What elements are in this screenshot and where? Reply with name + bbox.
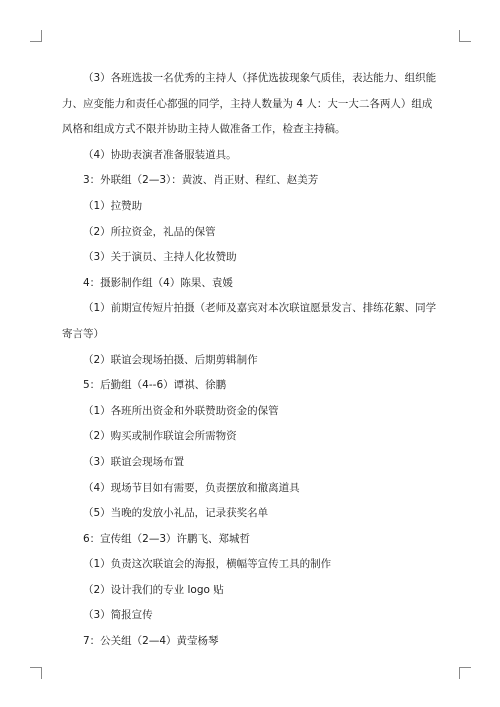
paragraph-outreach-group: 3：外联组（2—3）：黄波、肖正财、程红、赵美芳	[83, 174, 319, 187]
list-item: （1）负责这次联谊会的海报，横幅等宣传工具的制作	[83, 558, 332, 571]
list-item: （2）设计我们的专业 logo 贴	[83, 583, 224, 596]
crop-mark-bottom-left	[30, 667, 42, 679]
paragraph-costume-props: （4）协助表演者准备服装道具。	[83, 148, 237, 161]
list-item: （3）联谊会现场布置	[83, 455, 185, 468]
list-item: （2）联谊会现场拍摄、后期剪辑制作	[83, 353, 258, 366]
list-item: （4）现场节目如有需要，负责摆放和撤离道具	[83, 481, 300, 494]
paragraph-host-selection: （3）各班选拔一名优秀的主持人（择优选拔现象气质佳，表达能力、组织能力、应变能力和责任心都强的同学，主持人数量为 4 人：大一大二各两人）组成风格和组成方式不限并协助主持人做准备工作，检查主持稿。	[62, 72, 437, 136]
list-item: （1）各班所出资金和外联赞助资金的保管	[83, 404, 279, 417]
document-body	[62, 66, 440, 655]
crop-mark-top-right	[459, 30, 471, 42]
paragraph-pr-group: 7：公关组（2—4）黄莹杨琴	[83, 635, 219, 648]
crop-mark-bottom-right	[459, 667, 471, 679]
list-item: （1）拉赞助	[83, 199, 143, 212]
list-item: （3）关于演员、主持人化妆赞助	[83, 251, 237, 264]
paragraph-publicity-group: 6：宣传组（2—3）许鹏飞、郑城哲	[83, 532, 251, 545]
list-item: （5）当晚的发放小礼品，记录获奖名单	[83, 507, 269, 520]
list-item: （2）购买或制作联谊会所需物资	[83, 430, 237, 443]
paragraph-photo-group: 4：摄影制作组（4）陈果、袁媛	[83, 276, 233, 289]
list-item: （1）前期宣传短片拍摄（老师及嘉宾对本次联谊愿景发言、排练花絮、同学寄言等）	[62, 302, 437, 340]
list-item: （2）所拉资金，礼品的保管	[83, 225, 216, 238]
crop-mark-top-left	[30, 30, 42, 42]
paragraph-logistics-group: 5：后勤组（4--6）谭祺、徐鹏	[83, 379, 227, 392]
list-item: （3）简报宣传	[83, 609, 153, 622]
